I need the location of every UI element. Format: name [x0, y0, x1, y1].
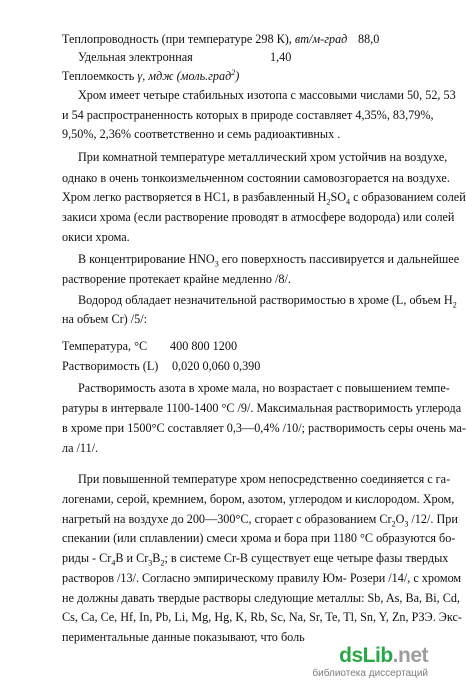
text-line: При комнатной температуре металлический хром устойчив на воздухе, — [78, 150, 448, 164]
text-line: однако в очень тонкоизмельченном состоянии самовозгорается на воздухе. — [62, 171, 450, 185]
text-line-formula-cr2o3: нагретый на воздухе до 200—300°С, сгорает с образованием $Cr_2O_3$ /12/. При — [62, 512, 458, 529]
watermark-tagline: библиотека диссертаций — [312, 668, 428, 679]
text-line: ратуры в интервале 1100-1400 °С /9/. Максимальная растворимость углерода — [62, 401, 462, 415]
text-line-formula-borides: риды - $Cr_4B$ и $Cr_3B_2$; в системе Cr-B существует еще четыре фазы твердых — [62, 551, 449, 568]
text-line: закиси хрома (если растворение проводят в атмосфере водорода) или солей — [62, 210, 455, 224]
text-line-formula-hno3: В концентрирование $HNO_3$ его поверхность пассивируется и дальнейшее — [78, 252, 460, 269]
value-specific-electronic: 1,40 — [270, 50, 292, 64]
text-line-thermal-conductivity: Теплопроводность (при температуре 298 К), вт/м-град — [62, 32, 348, 46]
table-row-solubility-label: Растворимость (L) — [62, 359, 159, 373]
watermark — [278, 644, 428, 684]
table-row-temperature-label: Температура, °С — [62, 339, 148, 353]
text-line-formula-h2so4: Хром легко растворяется в НС1, в разбавленный $H_2SO_4$ с образованием солей — [62, 190, 466, 207]
text-line: окиси хрома. — [62, 230, 130, 244]
value-thermal-conductivity: 88,0 — [358, 32, 380, 46]
text-line: При повышенной температуре хром непосредственно соединяется с га- — [78, 472, 451, 486]
text-line: растворение протекает крайне медленно /8/. — [62, 272, 291, 286]
text-line: спекании (или сплавлении) смеси хрома и бора при 1180 °С образуются бо- — [62, 531, 456, 545]
text-line: и 54 распространенность которых в природе составляет 4,35%, 83,79%, — [62, 108, 434, 122]
watermark-logo: dsLib.net — [339, 644, 428, 667]
text-line: логенами, серой, кремнием, бором, азотом, углеродом и кислородом. Хром, — [62, 492, 455, 506]
table-row-temperature-values: 400 800 1200 — [170, 339, 238, 353]
text-line-heat-capacity: Теплоемкость γ, мдж (моль.град$^2$) — [62, 67, 240, 83]
text-line-formula-h2: Водород обладает незначительной растворимостью в хроме (L, объем $H_2$ — [78, 293, 457, 310]
text-line: Растворимость азота в хроме мала, но возрастает с повышением темпе- — [78, 381, 450, 395]
text-line: на объем Cr) /5/: — [62, 312, 147, 326]
text-line: Хром имеет четыре стабильных изотопа с массовыми числами 50, 52, 53 — [78, 88, 456, 102]
table-row-solubility-values: 0,020 0,060 0,390 — [172, 359, 261, 373]
text-line: Cs, Ca, Ce, Hf, In, Pb, Li, Mg, Hg, K, Rb, Sc, Na, Sr, Te, Tl, Sn, Y, Zn, РЗЭ. Экс- — [62, 610, 462, 624]
text-line: периментальные данные показывают, что боль — [62, 630, 305, 644]
text-line: 9,50%, 2,36% соответственно и семь радиоактивных . — [62, 127, 341, 141]
text-line: ла /11/. — [62, 441, 99, 455]
text-line: растворов /13/. Согласно эмпирическому правилу Юм- Розери /14/, с хромом — [62, 571, 462, 585]
text-line: в хроме при 1500°С составляет 0,3—0,4% /10/; растворимость серы очень ма- — [62, 421, 466, 435]
text-line-specific-electronic: Удельная электронная — [78, 50, 193, 64]
text-line: не должны давать твердые растворы следующие металлы: Sb, As, Ba, Bi, Cd, — [62, 591, 460, 605]
